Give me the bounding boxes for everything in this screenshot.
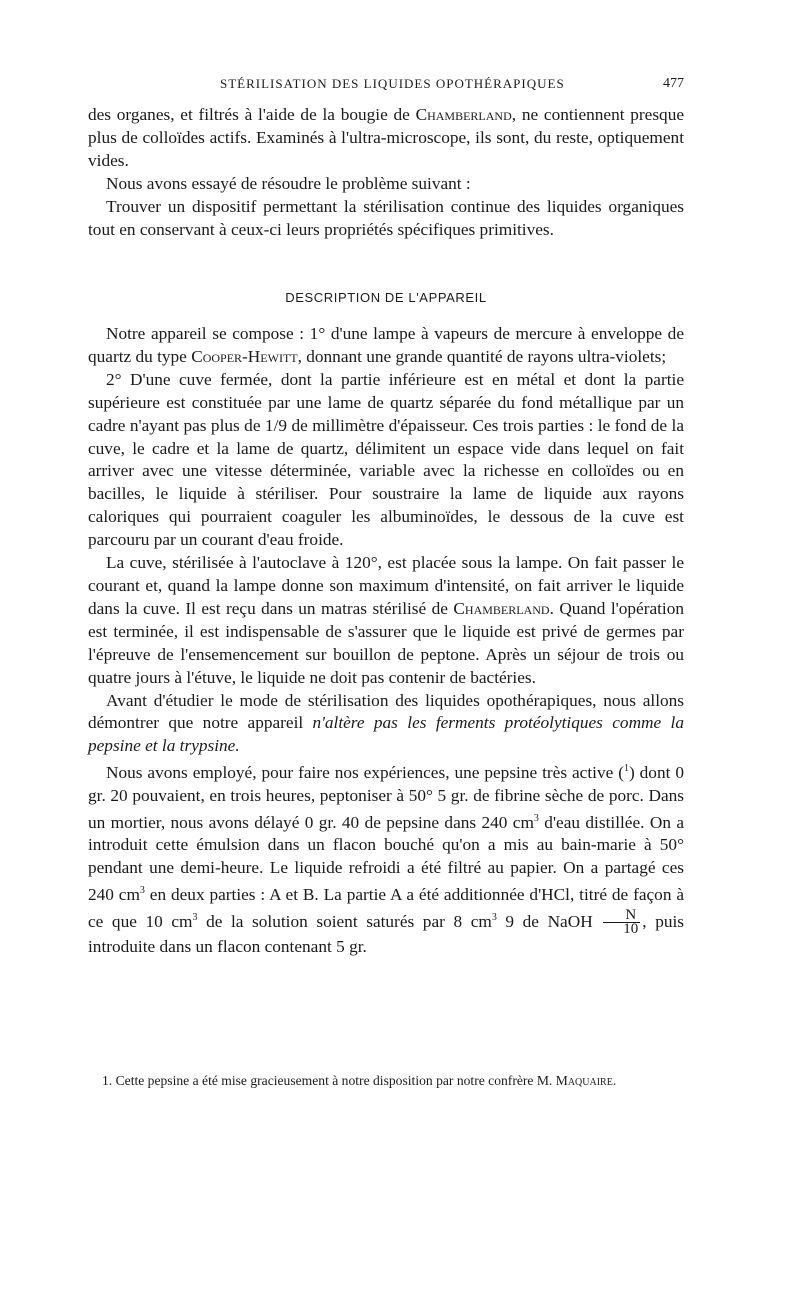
intro-paragraph-2: Nous avons essayé de résoudre le problème suivant : [106, 173, 471, 193]
description-text [88, 323, 684, 959]
emphasis-text: n'altère pas les ferments protéolytiques comme la pepsine et la trypsine. [88, 713, 684, 756]
description-paragraph-4: Avant d'étudier le mode de stérilisation des liquides opothérapiques, nous allons démontrer que notre appareil n'altère pas les ferments protéolytiques comme la pepsine et la trypsine. [88, 690, 684, 756]
page-header [118, 76, 684, 98]
footnote-name: Maquaire [555, 1073, 613, 1088]
page-number: 477 [663, 76, 684, 91]
intro-paragraph-1: des organes, et filtrés à l'aide de la bougie de Chamberland, ne contiennent presque plus de colloïdes actifs. Examinés à l'ultra-microscope, ils sont, du reste, optiquement vides. [88, 105, 685, 170]
description-paragraph-3: La cuve, stérilisée à l'autoclave à 120°, est placée sous la lampe. On fait passer le courant et, quand la lampe donne son maximum d'intensité, on fait arriver le liquide dans la cuve. Il est reçu dans un matras stérilisé de Chamberland. Quand l'opération est terminée, il est indispensable de s'assurer que le liquide est privé de germes par l'épreuve de l'ensemencement sur bouillon de peptone. Après un séjour de trois ou quatre jours à l'étuve, le liquide ne doit pas contenir de bactéries. [88, 553, 685, 687]
intro-paragraph-3: Trouver un dispositif permettant la stérilisation continue des liquides organiques tout en conservant à ceux-ci leurs propriétés spécifiques primitives. [88, 196, 684, 239]
description-paragraph-2: 2° D'une cuve fermée, dont la partie inférieure est en métal et dont la partie supérieure est constituée par une lame de quartz séparée du fond métallique par un cadre n'ayant pas plus de 1/9 de millimètre d'épaisseur. Ces trois parties : le fond de la cuve, le cadre et la lame de quartz, délimitent un espace vide dans lequel on fait arriver avec une vitesse déterminée, variable avec la richesse en colloïdes ou en bacilles, le liquide à stériliser. Pour soustraire la lame de liquide aux rayons caloriques qui pourraient coaguler les albuminoïdes, le dessous de la cuve est parcouru par un courant d'eau froide. [88, 369, 684, 550]
running-title: STÉRILISATION DES LIQUIDES OPOTHÉRAPIQUES [220, 76, 565, 91]
author-name: Chamberland [453, 598, 550, 618]
fraction-n-over-10: $\frac{N}{10}$ [603, 909, 640, 936]
lamp-type-name: Cooper-Hewitt [191, 346, 298, 366]
description-paragraph-1: Notre appareil se compose : 1° d'une lampe à vapeurs de mercure à enveloppe de quartz du type Cooper-Hewitt, donnant une grande quantité de rayons ultra-violets; [88, 324, 684, 366]
description-paragraph-5: Nous avons employé, pour faire nos expériences, une pepsine très active ($^1$) dont 0 gr. 20 pouvaient, en trois heures, peptoniser à 50° 5 gr. de fibrine sèche de porc. Dans un mortier, nous avons délayé 0 gr. 40 de pepsine dans 240 $cm^3$ d'eau distillée. On a introduit cette émulsion dans un flacon bouché qu'on a mis au bain-marie à 50° pendant une demi-heure. Le liquide refroidi a été filtré au papier. On a partagé ces 240 $cm^3$ en deux parties : A et B. La partie A a été additionnée d'HCl, titré de façon à ce que 10 $cm^3$ de la solution soient saturés par 8 $cm^3$ 9 de NaOH $\frac{N}{10}$ , puis introduite dans un flacon contenant 5 gr. [88, 762, 685, 957]
footnote [88, 1071, 684, 1090]
section-heading: DESCRIPTION DE L'APPAREIL [285, 290, 487, 305]
footnote-marker: 1 [623, 763, 629, 775]
footnote-1: 1. Cette pepsine a été mise gracieusement à notre disposition par notre confrère M. Maquaire. [102, 1073, 617, 1088]
intro-text [88, 104, 684, 241]
author-name: Chamberland [415, 105, 512, 124]
